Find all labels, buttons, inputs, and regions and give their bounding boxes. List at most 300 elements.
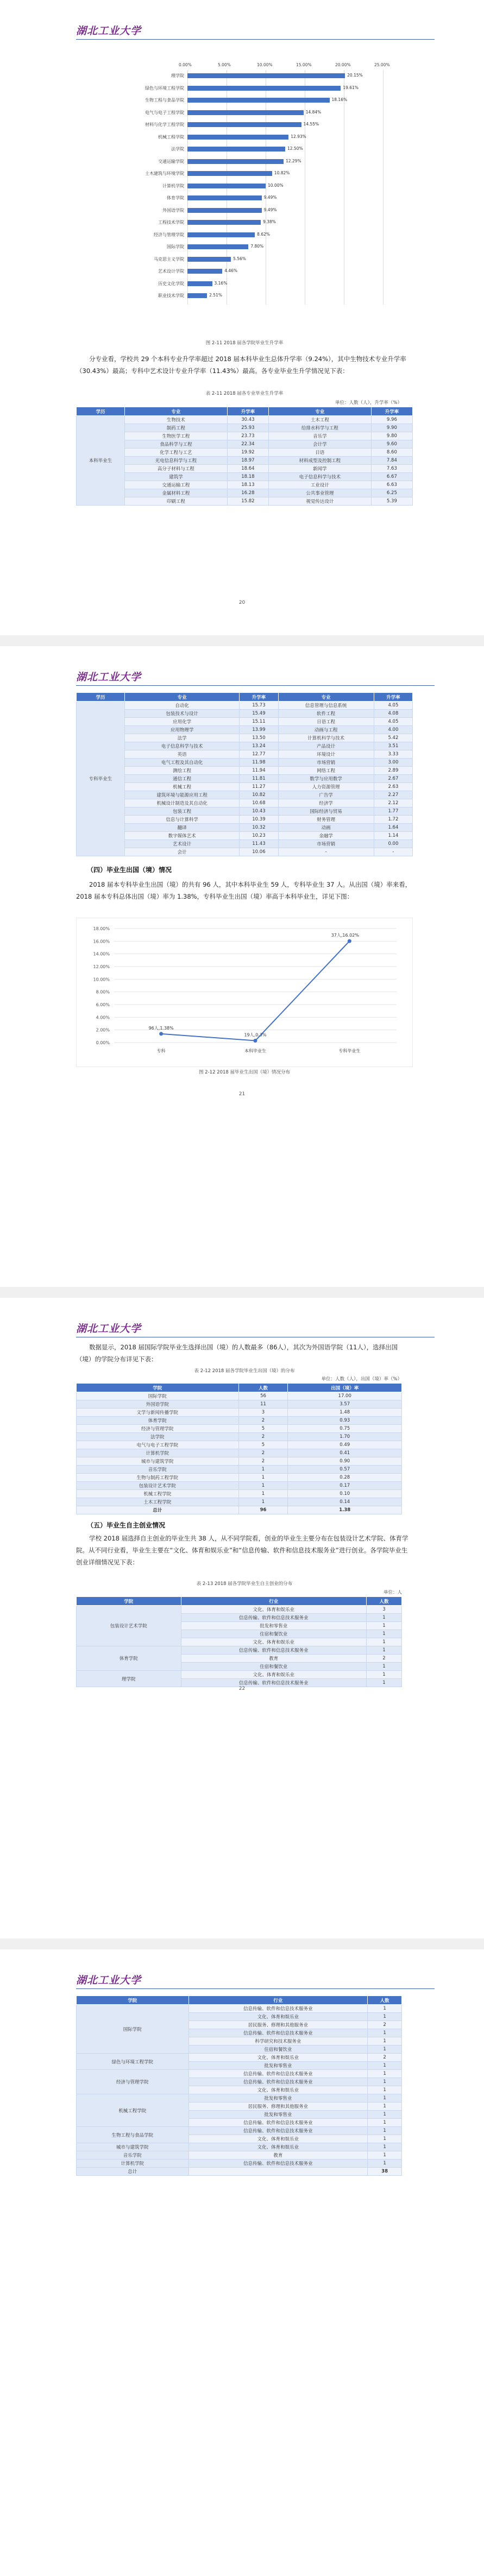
x-tick-label: 专科毕业生 <box>338 1049 361 1053</box>
table-cell: 0.57 <box>288 1466 402 1474</box>
table-cell: 3.00 <box>374 759 412 767</box>
table-caption: 表 2-13 2018 届各学院毕业生自主创业的分布 <box>196 1581 293 1587</box>
table-cell: 16.28 <box>227 489 268 497</box>
table-cell: 国际学院 <box>77 2005 189 2054</box>
bar <box>187 281 212 286</box>
figure-caption: 图 2-11 2018 届各学院毕业生升学率 <box>205 340 284 346</box>
table-cell: 5 <box>238 1425 288 1433</box>
table-cell: 包装设计艺术学院 <box>77 1606 181 1646</box>
table-cell: 4.05 <box>374 702 412 710</box>
table-row <box>77 2160 402 2168</box>
column-header: 专业 <box>125 693 240 702</box>
table-cell: 1.38 <box>288 1506 402 1514</box>
category-label: 历史文化学院 <box>158 281 184 286</box>
table-cell: 1 <box>368 2070 402 2078</box>
table-cell: 10.32 <box>240 824 278 832</box>
table-row <box>77 783 413 791</box>
data-label: 10.82% <box>274 171 290 175</box>
table-cell: 13.99 <box>240 726 278 734</box>
table-cell: 1 <box>366 1638 401 1646</box>
data-label: 8.62% <box>257 231 270 237</box>
table-cell: 11.43 <box>240 840 278 848</box>
table-cell: 1 <box>368 2151 402 2160</box>
table-cell: 2.89 <box>374 767 412 775</box>
table-cell: 机械工程学院 <box>77 2094 189 2127</box>
table-cell: 日语工程 <box>278 718 374 726</box>
table-cell: 法学 <box>125 734 240 742</box>
x-tick-label: 本科毕业生 <box>244 1049 266 1053</box>
data-label: 18.16% <box>331 97 348 102</box>
table-cell: 1 <box>368 2111 402 2119</box>
y-tick-label: 12.00% <box>93 964 110 969</box>
data-label: 14.84% <box>305 109 322 115</box>
category-label: 工程技术学院 <box>158 220 184 225</box>
table-cell: 10.06 <box>240 848 278 856</box>
table-row <box>77 2143 402 2151</box>
table-cell: 财务管理 <box>278 816 374 824</box>
table-cell: 土木工程 <box>268 416 371 424</box>
table-cell: 0.75 <box>288 1425 402 1433</box>
column-header: 升学率 <box>371 407 412 416</box>
column-header: 升学率 <box>227 407 268 416</box>
table-row <box>77 824 413 832</box>
table-cell <box>188 2168 368 2176</box>
table-cell: 1 <box>368 2037 402 2045</box>
table-cell: 文化、体育和娱乐业 <box>188 2086 368 2094</box>
table-row <box>77 1449 402 1457</box>
table-cell: 1 <box>366 1679 401 1687</box>
table-cell: 教育 <box>188 2151 368 2160</box>
category-label: 材料与化学工程学院 <box>145 122 184 127</box>
table-cell: 1 <box>238 1498 288 1506</box>
table-cell: 艺术设计 <box>125 840 240 848</box>
table-cell: 1 <box>366 1622 401 1630</box>
category-label: 绿色与环境工程学院 <box>145 85 184 91</box>
table-row <box>77 1474 402 1482</box>
table-cell: 视觉传达设计 <box>268 497 371 506</box>
table-unit: 单位：人数（人），出国（境）率（%） <box>321 1377 402 1382</box>
category-label: 经济与管理学院 <box>154 232 184 237</box>
table-row <box>77 424 413 432</box>
table-cell: 广告学 <box>278 791 374 799</box>
chart-frame <box>76 918 413 1067</box>
table-cell: 经济与管理学院 <box>77 1425 239 1433</box>
table-cell: 教育 <box>181 1655 366 1663</box>
table-cell: 7.63 <box>371 465 412 473</box>
table-row <box>77 759 413 767</box>
table-cell: 化学工程与工艺 <box>125 449 228 457</box>
category-label: 生物工程与食品学院 <box>145 98 184 103</box>
table-cell: 包装设计艺术学院 <box>77 1482 239 1490</box>
bar <box>187 110 304 115</box>
table-row <box>77 1457 402 1466</box>
table-cell: 光电信息科学与工程 <box>125 457 228 465</box>
bar <box>187 257 231 262</box>
table-unit: 单位：人 <box>383 1590 402 1595</box>
table-cell: 数学与应用数学 <box>278 775 374 783</box>
table-cell: 居民服务、修理和其他服务业 <box>188 2103 368 2111</box>
table-cell: 经济学 <box>278 799 374 807</box>
table-cell: 1 <box>368 2005 402 2013</box>
table-cell: 信息传输、软件和信息技术服务业 <box>188 2078 368 2086</box>
table-cell: 18.64 <box>227 465 268 473</box>
table-row <box>77 702 413 710</box>
table-cell: 计算机科学与技术 <box>278 734 374 742</box>
data-label: 9.38% <box>263 219 276 224</box>
table-row <box>77 1400 402 1409</box>
major-upgrade-table <box>76 407 413 506</box>
table-row <box>77 2094 402 2103</box>
table-cell: 18.13 <box>227 481 268 489</box>
table-header-row <box>77 1384 402 1392</box>
table-cell: 4.05 <box>374 718 412 726</box>
table-cell: 动画 <box>278 824 374 832</box>
y-tick-label: 0.00% <box>96 1040 110 1045</box>
table-cell: 1 <box>366 1630 401 1638</box>
table-row <box>77 440 413 449</box>
table-cell: 10.39 <box>240 816 278 824</box>
table-cell: 9.90 <box>371 424 412 432</box>
column-header: 学历 <box>77 693 125 702</box>
table-cell: 0.14 <box>288 1498 402 1506</box>
column-header: 出国（境）率 <box>288 1384 402 1392</box>
table-cell: 2.67 <box>374 775 412 783</box>
table-row <box>77 2151 402 2160</box>
axis-tick-label: 5.00% <box>218 62 231 67</box>
axis-tick-label: 15.00% <box>296 62 312 67</box>
table-row <box>77 1425 402 1433</box>
table-cell: 网络工程 <box>278 767 374 775</box>
table-cell: 信息传输、软件和信息技术服务业 <box>181 1679 366 1687</box>
table-cell: 计算机学院 <box>77 1449 239 1457</box>
table-cell: 17.00 <box>288 1392 402 1400</box>
university-logo: 湖北工业大学 <box>76 671 142 683</box>
table-cell: 测绘工程 <box>125 767 240 775</box>
table-cell: 1 <box>366 1671 401 1679</box>
table-cell: 5.39 <box>371 497 412 506</box>
table-cell: 信息传输、软件和信息技术服务业 <box>188 2160 368 2168</box>
table-cell: 工业设计 <box>268 481 371 489</box>
table-cell: 25.93 <box>227 424 268 432</box>
bar <box>187 73 345 78</box>
table-cell: 文化、体育和娱乐业 <box>188 2054 368 2062</box>
data-label: 9.49% <box>263 195 277 200</box>
table-cell: 科学研究和技术服务业 <box>188 2037 368 2045</box>
table-cell: 包装技术与设计 <box>125 710 240 718</box>
table-cell: 应用物理学 <box>125 726 240 734</box>
table-caption: 表 2-11 2018 届各专业毕业生升学率 <box>205 391 284 396</box>
table-row <box>77 1409 402 1417</box>
table-cell: 2 <box>368 2054 402 2062</box>
table-cell: 批发和零售业 <box>188 2062 368 2070</box>
category-label: 马克思主义学院 <box>154 256 184 262</box>
table-cell: 环境设计 <box>278 750 374 759</box>
column-header: 行业 <box>181 1597 366 1606</box>
x-tick-label: 专科 <box>156 1049 166 1053</box>
y-tick-label: 2.00% <box>96 1027 110 1033</box>
bar <box>187 220 261 225</box>
bar <box>187 208 262 213</box>
bar <box>187 269 222 274</box>
table-cell: 住宿和餐饮业 <box>181 1663 366 1671</box>
table-row <box>77 432 413 440</box>
table-cell: 材料成型及控制工程 <box>268 457 371 465</box>
table-cell: 信息与计算科学 <box>125 816 240 824</box>
table-row <box>77 848 413 856</box>
table-cell: 印刷工程 <box>125 497 228 506</box>
table-cell: 生物工程与食品学院 <box>77 2127 189 2143</box>
table-cell: 建筑学 <box>125 473 228 481</box>
table-cell: 日语 <box>268 449 371 457</box>
university-logo: 湖北工业大学 <box>76 1974 142 1986</box>
axis-tick-label: 20.00% <box>335 62 351 67</box>
data-label: 9.49% <box>263 207 277 212</box>
data-label: 20.15% <box>347 73 363 78</box>
column-header: 学院 <box>77 1384 239 1392</box>
table-row <box>77 489 413 497</box>
table-cell: 信息传输、软件和信息技术服务业 <box>188 2119 368 2127</box>
table-cell: 总计 <box>77 1506 239 1514</box>
table-cell: 10.68 <box>240 799 278 807</box>
table-row <box>77 2054 402 2062</box>
bar <box>187 159 284 164</box>
table-cell: 音乐学院 <box>77 2151 189 2160</box>
category-label: 交通运输学院 <box>158 159 184 164</box>
table-row <box>77 497 413 506</box>
column-header: 学院 <box>77 1996 189 2005</box>
table-cell: 11.94 <box>240 767 278 775</box>
table-cell: 会计学 <box>268 440 371 449</box>
page-number: 22 <box>238 1686 246 1691</box>
table-cell: 住宿和餐饮业 <box>181 1630 366 1638</box>
column-header: 学历 <box>77 407 125 416</box>
table-cell: 3.57 <box>288 1400 402 1409</box>
page-header <box>76 1321 435 1337</box>
table-cell: 2 <box>238 1449 288 1457</box>
table-row <box>77 791 413 799</box>
table-cell: 通信工程 <box>125 775 240 783</box>
table-cell: 1 <box>368 2103 402 2111</box>
table-cell: 1 <box>368 2062 402 2070</box>
table-cell: 城市与建筑学院 <box>77 2143 189 2151</box>
table-cell: 3.51 <box>374 742 412 750</box>
table-row <box>77 457 413 465</box>
table-cell: 公共事业管理 <box>268 489 371 497</box>
table-cell: 1 <box>368 2013 402 2021</box>
data-point <box>348 939 351 943</box>
data-label: 12.50% <box>287 146 303 151</box>
page-header <box>76 23 435 40</box>
table-row <box>77 1392 402 1400</box>
table-cell: 国际学院 <box>77 1392 239 1400</box>
table-cell: 包装工程 <box>125 807 240 816</box>
page-1 <box>0 0 484 635</box>
table-cell: 文化、体育和娱乐业 <box>188 2135 368 2143</box>
table-row <box>77 1482 402 1490</box>
table-row <box>77 840 413 848</box>
table-cell: 30.43 <box>227 416 268 424</box>
y-tick-label: 10.00% <box>93 977 110 982</box>
page-number: 21 <box>238 1091 246 1097</box>
y-tick-label: 16.00% <box>93 939 110 944</box>
table-cell: 11.27 <box>240 783 278 791</box>
table-cell: 电气工程及其自动化 <box>125 759 240 767</box>
table-cell: 新闻学 <box>268 465 371 473</box>
table-header-row <box>77 693 413 702</box>
table-cell: 电子信息科学与技术 <box>125 742 240 750</box>
table-cell: 1 <box>368 2127 402 2135</box>
table-header-row <box>77 1996 402 2005</box>
table-cell: 数字媒体艺术 <box>125 832 240 840</box>
y-tick-label: 4.00% <box>96 1015 110 1020</box>
table-cell: 产品设计 <box>278 742 374 750</box>
table-cell: 4.00 <box>374 726 412 734</box>
table-cell: 15.49 <box>240 710 278 718</box>
table-cell: 18.97 <box>227 457 268 465</box>
table-cell: 10.43 <box>240 807 278 816</box>
data-label: 96人,1.38% <box>148 1025 174 1031</box>
table-cell: 国际经济与贸易 <box>278 807 374 816</box>
data-label: 37人,16.02% <box>331 933 359 938</box>
data-label: 12.29% <box>285 158 301 163</box>
table-cell: 1 <box>368 2029 402 2037</box>
category-label: 外国语学院 <box>162 207 184 213</box>
category-label: 计算机学院 <box>162 183 184 188</box>
gridline <box>383 70 384 305</box>
table-cell: 23.73 <box>227 432 268 440</box>
university-logo: 湖北工业大学 <box>76 25 142 37</box>
table-caption: 表 2-12 2018 届各学院毕业生出国（境）的分布 <box>194 1368 295 1374</box>
table-row <box>77 1417 402 1425</box>
table-cell: 9.96 <box>371 416 412 424</box>
table-row <box>77 1466 402 1474</box>
data-label: 7.80% <box>250 244 264 249</box>
table-cell: 食品科学与工程 <box>125 440 228 449</box>
table-row <box>77 465 413 473</box>
table-cell: 1.72 <box>374 816 412 824</box>
table-cell: 8.60 <box>371 449 412 457</box>
table-cell: 0.41 <box>288 1449 402 1457</box>
table-cell: 文化、体育和娱乐业 <box>181 1606 366 1614</box>
column-header: 人数 <box>238 1384 288 1392</box>
table-row <box>77 1506 402 1514</box>
table-cell: 11.81 <box>240 775 278 783</box>
table-cell: 2.12 <box>374 799 412 807</box>
bar <box>187 184 266 188</box>
table-cell: 1 <box>368 2119 402 2127</box>
category-label: 电气与电子工程学院 <box>145 110 184 115</box>
category-label: 国际学院 <box>167 244 184 249</box>
table-cell: 13.50 <box>240 734 278 742</box>
table-cell: 总计 <box>77 2168 189 2176</box>
table-cell: 制药工程 <box>125 424 228 432</box>
data-label: 14.55% <box>303 122 319 127</box>
table-cell: 城市与建筑学院 <box>77 1457 239 1466</box>
university-logo: 湖北工业大学 <box>76 1323 142 1335</box>
table-cell: 11.98 <box>240 759 278 767</box>
bar <box>187 98 330 103</box>
table-cell: 外国语学院 <box>77 1400 239 1409</box>
table-cell: 信息传输、软件和信息技术服务业 <box>181 1614 366 1622</box>
table-cell: 经济与管理学院 <box>77 2070 189 2094</box>
table-cell: 13.24 <box>240 742 278 750</box>
table-cell: 1 <box>368 2078 402 2086</box>
table-cell: 1 <box>368 2094 402 2103</box>
data-label: 3.16% <box>214 280 228 286</box>
table-row <box>77 2168 402 2176</box>
table-cell: 0.28 <box>288 1474 402 1482</box>
table-row <box>77 726 413 734</box>
table-cell: 4.08 <box>374 710 412 718</box>
table-cell: 96 <box>238 1506 288 1514</box>
table-cell: 1.48 <box>288 1409 402 1417</box>
group-cell: 本科毕业生 <box>77 416 125 506</box>
bar <box>187 86 341 91</box>
table-cell: 15.82 <box>227 497 268 506</box>
bar <box>187 293 207 298</box>
table-cell: 9.80 <box>371 432 412 440</box>
data-point <box>254 1039 257 1043</box>
table-cell: 6.25 <box>371 489 412 497</box>
table-cell: 计算机学院 <box>77 2160 189 2168</box>
table-cell: 0.10 <box>288 1490 402 1498</box>
table-row <box>77 799 413 807</box>
table-row <box>77 710 413 718</box>
table-cell: 1 <box>368 2135 402 2143</box>
bar <box>187 195 262 200</box>
bar <box>187 122 301 127</box>
table-cell: 22.34 <box>227 440 268 449</box>
table-unit: 单位：人数（人），升学率（%） <box>335 400 402 406</box>
page-2 <box>0 646 484 1287</box>
table-cell: 2 <box>368 2021 402 2029</box>
table-cell: 绿色与环境工程学院 <box>77 2054 189 2070</box>
table-row <box>77 807 413 816</box>
table-row <box>77 1498 402 1506</box>
table-cell: 市场营销 <box>278 759 374 767</box>
table-cell: 文化、体育和娱乐业 <box>181 1671 366 1679</box>
table-cell: 法学院 <box>77 1433 239 1441</box>
category-label: 艺术设计学院 <box>158 269 184 274</box>
table-cell: 高分子材料与工程 <box>125 465 228 473</box>
column-header: 人数 <box>366 1597 401 1606</box>
table-cell: 信息传输、软件和信息技术服务业 <box>181 1646 366 1655</box>
table-row <box>77 767 413 775</box>
table-cell: 软件工程 <box>278 710 374 718</box>
table-cell: 交通运输工程 <box>125 481 228 489</box>
table-cell: 居民服务、修理和其他服务业 <box>188 2021 368 2029</box>
paragraph: 分专业看，学校共 29 个本科专业升学率超过 2018 届本科毕业生总体升学率（9.24%），其中生物技术专业升学率（30.43%）最高；专科中艺术设计专业升学率（11.43%）最高。各专业毕业生升学情况见下表： <box>76 355 406 375</box>
table-cell: 9.60 <box>371 440 412 449</box>
table-cell: 2 <box>238 1457 288 1466</box>
table-row <box>77 473 413 481</box>
bar <box>187 244 248 249</box>
page-3 <box>0 1298 484 1939</box>
table-cell: 0.17 <box>288 1482 402 1490</box>
table-row <box>77 2005 402 2013</box>
abroad-college-table <box>76 1383 402 1514</box>
data-label: 10.00% <box>268 182 284 188</box>
table-cell: 英语 <box>125 750 240 759</box>
bar <box>187 171 272 176</box>
category-label: 职业技术学院 <box>158 293 184 298</box>
paragraph: 2018 届本专科毕业生出国（境）的共有 96 人，其中本科毕业生 59 人，专科毕业生 37 人。从出国（境）率来看，2018 届本专科总体出国（境）率为 1.38%，专科毕业生出国（境）率高于本科毕业生，详见下图： <box>76 881 412 900</box>
table-cell: 15.11 <box>240 718 278 726</box>
data-label: 19.61% <box>343 85 359 90</box>
table-cell: 信息传输、软件和信息技术服务业 <box>188 2029 368 2037</box>
axis-tick-label: 25.00% <box>374 62 390 67</box>
table-cell: 1 <box>368 2086 402 2094</box>
